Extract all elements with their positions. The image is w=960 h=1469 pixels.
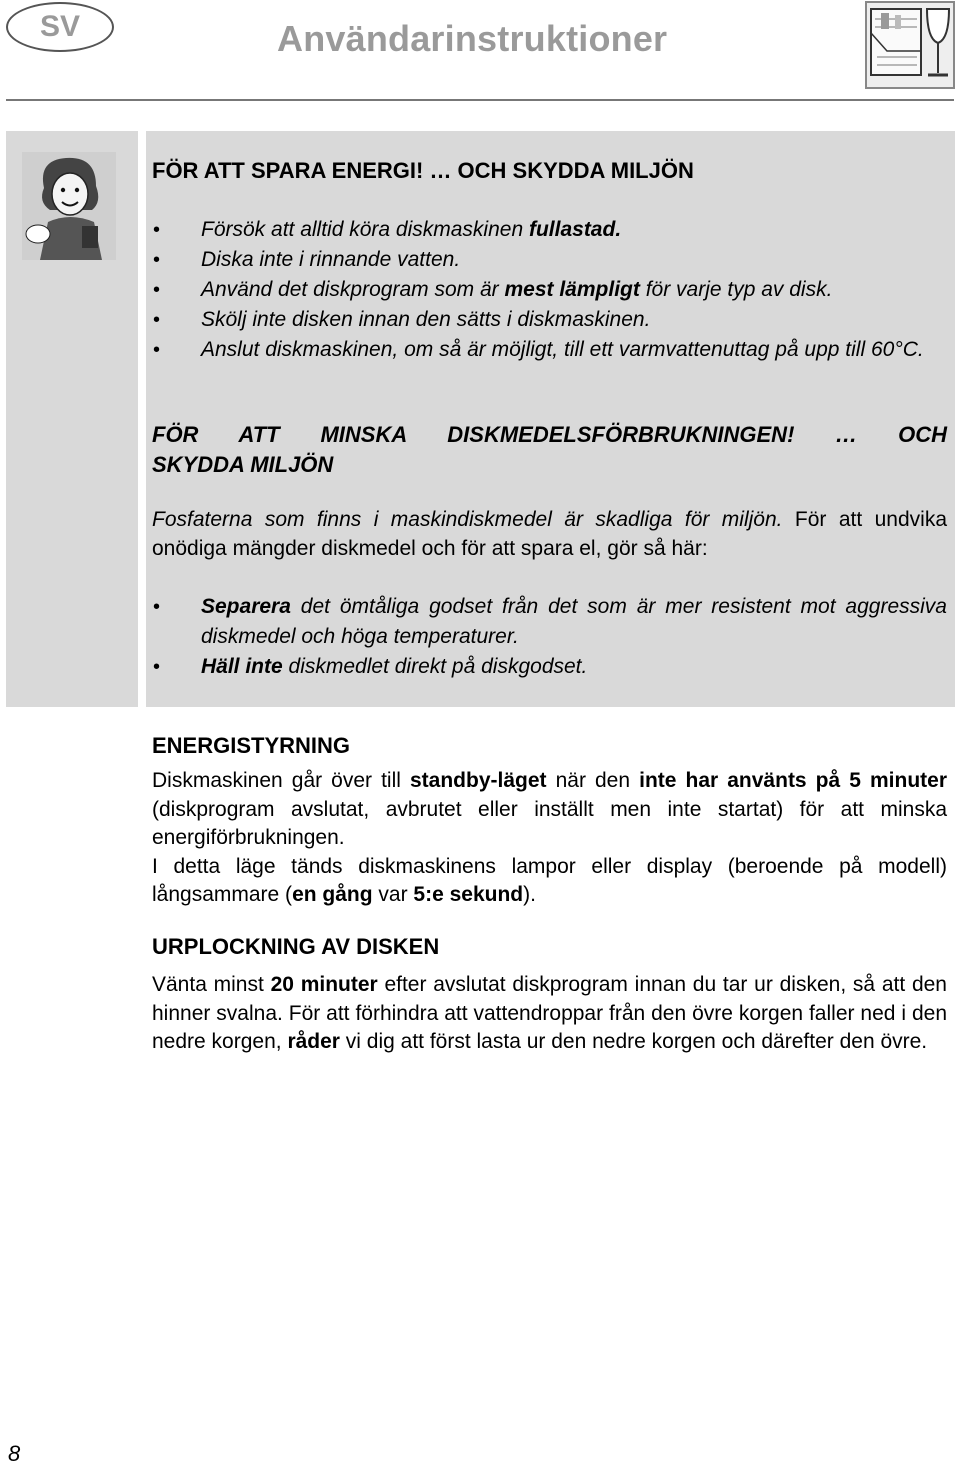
woman-illustration-icon: [22, 152, 116, 260]
energy-heading: FÖR ATT SPARA ENERGI! … OCH SKYDDA MILJÖN: [152, 158, 694, 183]
page-number: 8: [8, 1441, 21, 1466]
list-item: • Skölj inte disken innan den sätts i diskmaskinen.: [150, 305, 947, 335]
detergent-tips-list: [150, 592, 947, 682]
list-item: • Diska inte i rinnande vatten.: [150, 245, 947, 275]
detergent-paragraph: Fosfaterna som finns i maskindiskmedel är skadliga för miljön. För att undvika onödiga mängder diskmedel och för att spara el, gör så här:: [152, 508, 947, 560]
list-item: • Försök att alltid köra diskmaskinen fullastad.: [150, 215, 947, 245]
energy-control-paragraph: Diskmaskinen går över till standby-läget när den inte har använts på 5 minuter (diskprogram avslutat, avbrutet eller inställt men inte startat) för att minska energiförbrukningen. I detta läge tänds diskmaskinens lampor eller display (beroende på modell) långsammare (en gång var 5:e sekund).: [152, 769, 947, 906]
unloading-heading: URPLOCKNING AV DISKEN: [152, 934, 440, 959]
dishwasher-glass-icon: [865, 1, 955, 89]
unloading-paragraph: Vänta minst 20 minuter efter avslutat diskprogram innan du tar ur disken, så att den hinner svalna. För att förhindra att vattendroppar från den övre korgen faller ned i den nedre korgen, råder vi dig att först lasta ur den nedre korgen och därefter den övre.: [152, 973, 947, 1053]
detergent-heading: FÖR ATT MINSKA DISKMEDELSFÖRBRUKNINGEN! … OCH SKYDDA MILJÖN: [152, 422, 947, 477]
list-item: • Separera det ömtåliga godset från det som är mer resistent mot aggressiva diskmedel och höga temperaturer.: [150, 592, 947, 652]
list-item: • Använd det diskprogram som är mest lämpligt för varje typ av disk.: [150, 275, 947, 305]
header-divider: [6, 99, 954, 101]
page-title: Användarinstruktioner: [277, 18, 668, 59]
language-badge: [6, 2, 114, 52]
list-item: • Häll inte diskmedlet direkt på diskgodset.: [150, 652, 947, 682]
language-code: SV: [39, 10, 81, 43]
energy-tips-list: [150, 215, 947, 365]
energy-control-heading: ENERGISTYRNING: [152, 733, 351, 758]
list-item: • Anslut diskmaskinen, om så är möjligt, till ett varmvattenuttag på upp till 60°C.: [150, 335, 947, 365]
